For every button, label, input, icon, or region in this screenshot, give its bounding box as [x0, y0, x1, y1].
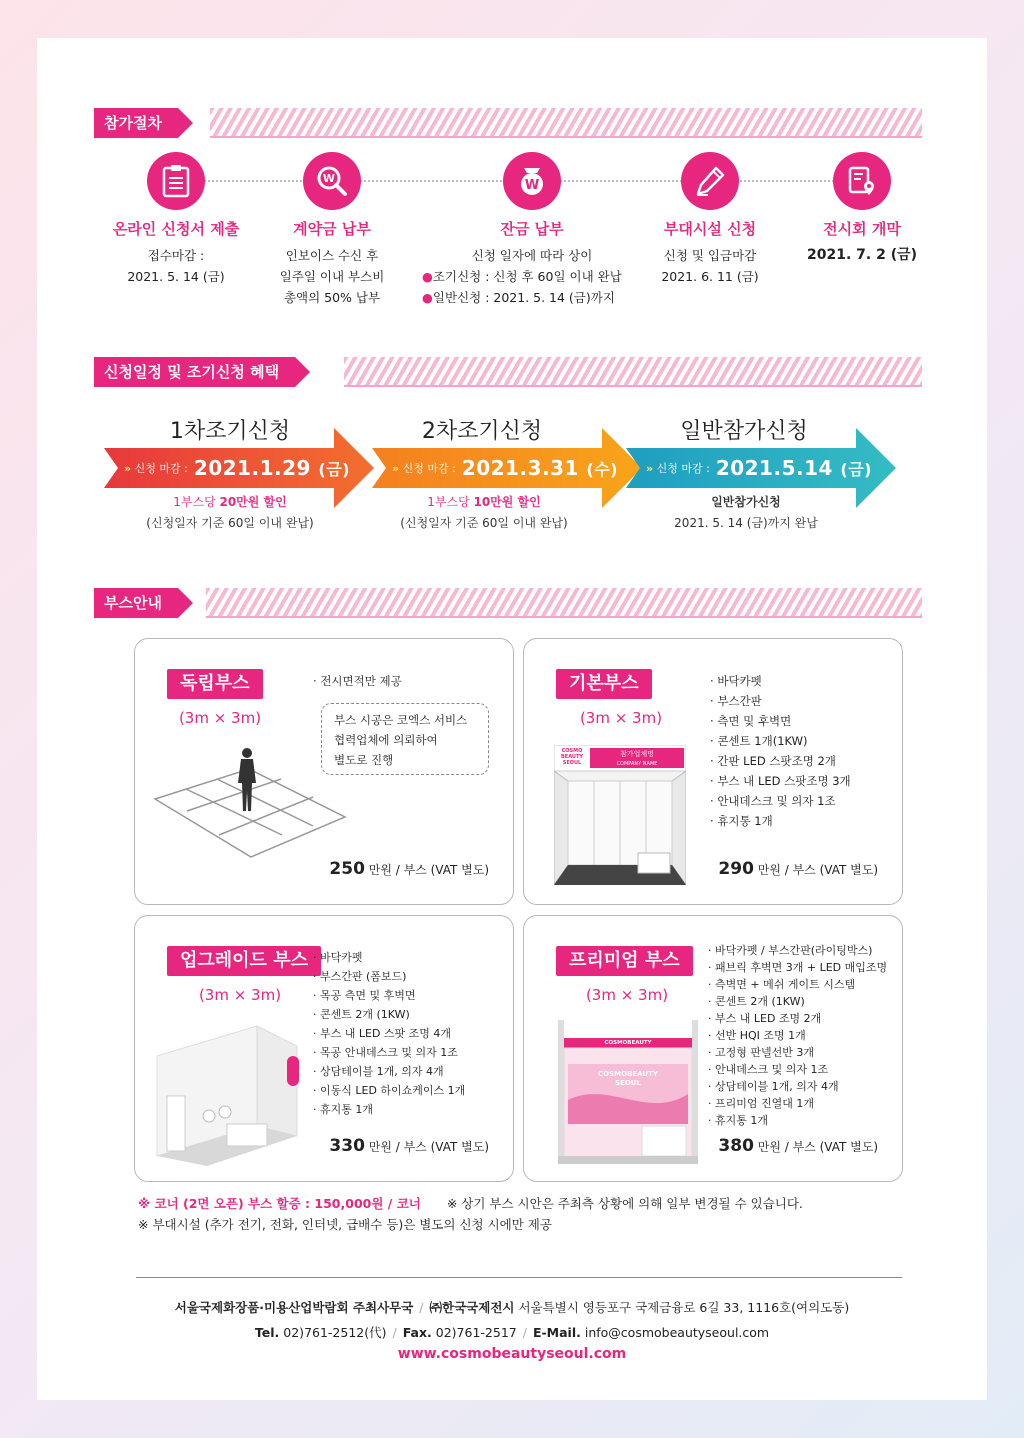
booth-name: 독립부스 — [167, 669, 263, 699]
section-header-procedure — [94, 108, 922, 138]
email-link[interactable]: info@cosmobeautyseoul.com — [584, 1325, 770, 1340]
won-badge-icon — [503, 152, 561, 210]
section-hatch — [210, 108, 922, 138]
booth-size: (3m × 3m) — [585, 986, 669, 1004]
step-description: 인보이스 수신 후 일주일 이내 부스비 총액의 50% 납부 — [279, 248, 385, 305]
premium-wall-logo: COSMOBEAUTY SEOUL — [598, 1070, 658, 1087]
booth-price: 380 만원 / 부스 (VAT 별도) — [718, 1136, 878, 1156]
step-exhibition-opening — [774, 152, 950, 266]
booth-card-independent — [134, 638, 514, 905]
step-description: 접수마감 : 2021. 5. 14 (금) — [127, 248, 225, 284]
design-change-note: ※ 상기 부스 시안은 주최측 상황에 의해 일부 변경될 수 있습니다. — [446, 1196, 803, 1211]
step-online-application — [88, 152, 264, 287]
booth-size: (3m × 3m) — [579, 709, 663, 727]
step-description: 2021. 7. 2 (금) — [806, 247, 918, 263]
section-hatch — [206, 588, 922, 618]
booth-card-premium — [523, 915, 903, 1182]
step-deposit-payment — [244, 152, 420, 308]
booth-price: 330 만원 / 부스 (VAT 별도) — [329, 1136, 489, 1156]
footer-contact: Tel. 02)761-2512(代) / Fax. 02)761-2517 / E-Mail. info@cosmobeautyseoul.com — [254, 1325, 770, 1340]
section-title: 부스안내 — [94, 588, 178, 618]
footer-organizer: 서울국제화장품·미용산업박람회 주최사무국 / ㈜한국국제전시 서울특별시 영등포구 국제금융로 6길 33, 1116호(여의도동) — [174, 1300, 850, 1315]
booth-price: 290 만원 / 부스 (VAT 별도) — [718, 859, 878, 879]
footer-divider — [136, 1277, 902, 1278]
schedule-benefit: 1부스당 10만원 할인 (신청일자 기준 60일 이내 완납) — [400, 495, 568, 530]
deadline-date: 2021.3.31 (수) — [461, 456, 618, 480]
booth-feature-list: · 바닥카펫 · 부스간판 (폼보드) · 목공 측면 및 후벽면 · 콘센트 2개 (1KW) · 부스 내 LED 스팟 조명 4개 · 목공 안내데스크 및 의자 1조 · 상담테이블 1개, 의자 4개 · 이동식 LED 하이쇼케이스 1개 · 휴지통 1개 — [313, 948, 465, 1119]
booth-feature-list: · 바닥카펫 · 부스간판 · 측면 및 후벽면 · 콘센트 1개(1KW) · 간판 LED 스팟조명 2개 · 부스 내 LED 스팟조명 3개 · 안내데스크 및 의자 1조 · 휴지통 1개 — [710, 671, 851, 831]
venue-pin-icon — [833, 152, 891, 210]
deadline-label: » 신청 마감 : — [124, 462, 188, 475]
booth-card-basic — [523, 638, 903, 905]
booth-name: 프리미엄 부스 — [556, 946, 693, 976]
schedule-benefit: 1부스당 20만원 할인 (신청일자 기준 60일 이내 완납) — [146, 495, 314, 530]
booth-name: 업그레이드 부스 — [167, 946, 321, 976]
floor-grid-illustration — [149, 739, 349, 859]
step-title: 전시회 개막 — [823, 220, 901, 238]
deadline-label: » 신청 마감 : — [646, 462, 710, 475]
section-header-schedule — [94, 357, 922, 387]
sign-company: 참가업체명 COMPANY NAME — [616, 750, 658, 767]
step-description: 신청 일자에 따라 상이 ●조기신청 : 신청 후 60일 이내 완납 ●일반신청 : 2021. 5. 14 (금)까지 — [422, 248, 622, 305]
deadline-date: 2021.5.14 (금) — [715, 456, 872, 480]
upgrade-booth-illustration — [147, 1016, 317, 1166]
sign-logo: COSMO BEAUTY SEOUL — [560, 748, 584, 766]
booth-price: 250 만원 / 부스 (VAT 별도) — [329, 859, 489, 879]
booth-feature-list: · 바닥카펫 / 부스간판(라이팅박스) · 패브릭 후벽면 3개 + LED 매입조명 · 측벽면 + 메쉬 게이트 시스템 · 콘센트 2개 (1KW) · 부스 내 LED 조명 2개 · 선반 HQI 조명 1개 · 고정형 판넬선반 3개 · 안내데스크 및 의자 1조 · 상담테이블 1개, 의자 4개 · 프리미엄 진열대 1개 · 휴지통 1개 — [708, 942, 887, 1129]
booth-feature-list: · 전시면적만 제공 — [313, 671, 402, 691]
step-balance-payment — [422, 152, 632, 308]
step-title: 계약금 납부 — [293, 220, 371, 238]
premium-sign-logo: COSMOBEAUTY — [604, 1040, 652, 1046]
booth-notes — [138, 1193, 803, 1235]
facility-note: ※ 부대시설 (추가 전기, 전화, 인터넷, 급배수 등)은 별도의 신청 시에만 제공 — [138, 1217, 552, 1232]
step-title: 잔금 납부 — [500, 220, 564, 238]
premium-booth-illustration — [558, 1020, 698, 1164]
step-title: 온라인 신청서 제출 — [112, 220, 240, 238]
step-facility-application — [622, 152, 798, 287]
booth-construction-note: 부스 시공은 코엑스 서비스 협력업체에 의뢰하여 별도로 진행 — [321, 703, 489, 775]
svg-text:W: W — [322, 172, 336, 185]
section-title: 신청일정 및 조기신청 혜택 — [94, 357, 295, 387]
schedule-title: 2차조기신청 — [421, 419, 543, 444]
clipboard-icon — [147, 152, 205, 210]
pen-icon — [681, 152, 739, 210]
schedule-benefit: 일반참가신청 2021. 5. 14 (금)까지 완납 — [674, 495, 818, 530]
won-search-icon — [303, 152, 361, 210]
section-header-booth — [94, 588, 922, 618]
step-title: 부대시설 신청 — [663, 220, 757, 238]
schedule-title: 1차조기신청 — [169, 419, 291, 444]
booth-size: (3m × 3m) — [198, 986, 282, 1004]
section-hatch — [344, 357, 922, 387]
step-description: 신청 및 입금마감 2021. 6. 11 (금) — [661, 248, 759, 284]
svg-text:W: W — [524, 178, 540, 193]
corner-surcharge-note: ※ 코너 (2면 오픈) 부스 할증 : 150,000원 / 코너 — [138, 1196, 421, 1211]
deadline-date: 2021.1.29 (금) — [193, 456, 350, 480]
booth-card-upgrade — [134, 915, 514, 1182]
website-link[interactable]: www.cosmobeautyseoul.com — [397, 1346, 627, 1362]
booth-name: 기본부스 — [556, 669, 652, 699]
deadline-label: » 신청 마감 : — [392, 462, 456, 475]
schedule-title: 일반참가신청 — [680, 419, 808, 444]
basic-booth-illustration — [554, 745, 686, 885]
section-title: 참가절차 — [94, 108, 178, 138]
booth-size: (3m × 3m) — [178, 709, 262, 727]
